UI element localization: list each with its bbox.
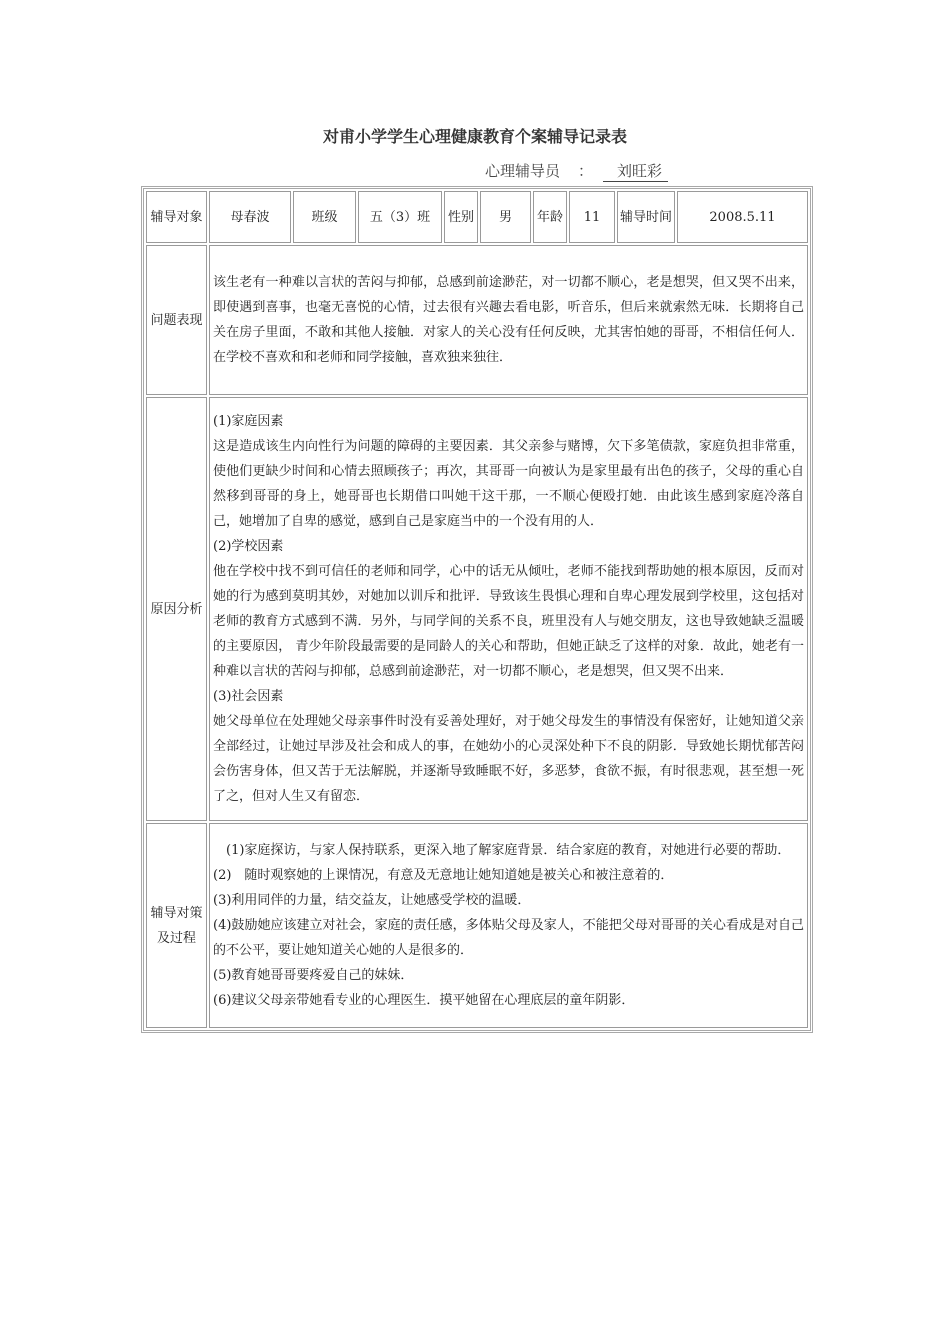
class-value: 五（3）班	[369, 209, 431, 225]
class-label-cell	[293, 191, 356, 243]
time-label-cell	[617, 191, 675, 243]
problem-label: 问题表现	[150, 312, 203, 328]
age-value: 11	[583, 209, 601, 225]
social-factor-heading: (3)社会因素	[213, 689, 284, 704]
record-table	[144, 189, 810, 1030]
school-factor-text: 他在学校中找不到可信任的老师和同学，心中的话无从倾吐，老师不能找到帮助她的根本原因，反而对她的行为感到莫明其妙，对她加以训斥和批评．导致该生畏惧心理和自卑心理发展到学校里，这包括对老师的教育方式感到不满．另外，与同学间的关系不良，班里没有人与她交朋友，这也导致她缺乏温暖的主要原因， 青少年阶段最需要的是同龄人的关心和帮助，但她正缺乏了这样的对象．故此，她老有一种难以言状的苦闷与抑郁，总感到前途渺茫，对一切都不顺心，老是想哭，但又哭不出来．	[213, 564, 804, 679]
measures-label: 辅导对策及过程	[150, 905, 203, 946]
age-value-cell	[569, 191, 615, 243]
student-name-cell	[209, 191, 291, 243]
measures-content-cell	[209, 823, 808, 1028]
cause-content	[212, 409, 805, 809]
time-value: 2008.5.11	[709, 209, 776, 225]
measure-item: (3)利用同伴的力量，结交益友，让她感受学校的温暖．	[213, 893, 531, 908]
gender-value: 男	[498, 209, 512, 225]
measure-item: (2) 随时观察她的上课情况，有意及无意地让她知道她是被关心和被注意着的．	[213, 868, 674, 883]
document-title: 对甫小学学生心理健康教育个案辅导记录表	[322, 127, 627, 146]
record-table-frame	[141, 186, 813, 1033]
target-label-cell	[146, 191, 207, 243]
age-label-cell	[533, 191, 567, 243]
time-label: 辅导时间	[620, 209, 673, 225]
problem-label-cell	[146, 245, 207, 395]
social-factor-text: 她父母单位在处理她父母亲事件时没有妥善处理好，对于她父母发生的事情没有保密好，让她知道父亲全部经过，让她过早涉及社会和成人的事，在她幼小的心灵深处种下不良的阴影．导致她长期忧郁苦闷会伤害身体，但又苦于无法解脱，并逐渐导致睡眠不好，多恶梦，食欲不振，有时很悲观，甚至想一死了之，但对人生又有留恋．	[213, 714, 804, 804]
cause-row	[146, 397, 808, 821]
family-factor-text: 这是造成该生内向性行为问题的障碍的主要因素．其父亲参与赌博，欠下多笔债款，家庭负担非常重，使他们更缺少时间和心情去照顾孩子；再次，其哥哥一向被认为是家里最有出色的孩子，父母的重心自然移到哥哥的身上，她哥哥也长期借口叫她干这干那，一不顺心便殴打她．由此该生感到家庭冷落自己，她增加了自卑的感觉，感到自己是家庭当中的一个没有用的人．	[213, 439, 804, 529]
measures-row	[146, 823, 808, 1028]
gender-label-cell	[444, 191, 478, 243]
measures-content	[212, 838, 805, 1013]
measures-label-cell	[146, 823, 207, 1028]
measure-item: (6)建议父母亲带她看专业的心理医生．摸平她留在心理底层的童年阴影．	[213, 993, 635, 1008]
measure-item: (5)教育她哥哥要疼爱自己的妹妹．	[213, 968, 414, 983]
problem-row	[146, 245, 808, 395]
problem-text: 该生老有一种难以言状的苦闷与抑郁，总感到前途渺茫，对一切都不顺心，老是想哭，但又哭不出来，即使遇到喜事，也毫无喜悦的心情，过去很有兴趣去看电影，听音乐，但后来就索然无味．长期将自己关在房子里面，不敢和其他人接触．对家人的关心没有任何反映，尤其害怕她的哥哥，不相信任何人．在学校不喜欢和和老师和同学接触，喜欢独来独往．	[213, 275, 804, 365]
gender-value-cell	[480, 191, 531, 243]
student-name: 母春波	[230, 209, 270, 225]
family-factor-heading: (1)家庭因素	[213, 414, 284, 429]
target-label: 辅导对象	[150, 209, 203, 225]
measure-item: (4)鼓励她应该建立对社会，家庭的责任感，多体贴父母及家人，不能把父母对哥哥的关心看成是对自己的不公平，要让她知道关心她的人是很多的．	[213, 918, 804, 958]
counselor-colon: ：	[578, 162, 594, 180]
time-value-cell	[677, 191, 808, 243]
counselor-label: 心理辅导员	[485, 162, 561, 180]
class-value-cell	[358, 191, 442, 243]
counselor-name: 刘旺彩	[603, 160, 668, 182]
counselor-line	[485, 160, 668, 182]
cause-label-cell	[146, 397, 207, 821]
gender-label: 性别	[447, 209, 474, 225]
header-row	[146, 191, 808, 243]
problem-content-cell	[209, 245, 808, 395]
age-label: 年龄	[536, 209, 563, 225]
school-factor-heading: (2)学校因素	[213, 539, 284, 554]
class-label: 班级	[311, 209, 338, 225]
measure-item: (1)家庭探访，与家人保持联系，更深入地了解家庭背景．结合家庭的教育，对她进行必要的帮助．	[213, 843, 791, 858]
cause-label: 原因分析	[150, 601, 203, 617]
cause-content-cell	[209, 397, 808, 821]
